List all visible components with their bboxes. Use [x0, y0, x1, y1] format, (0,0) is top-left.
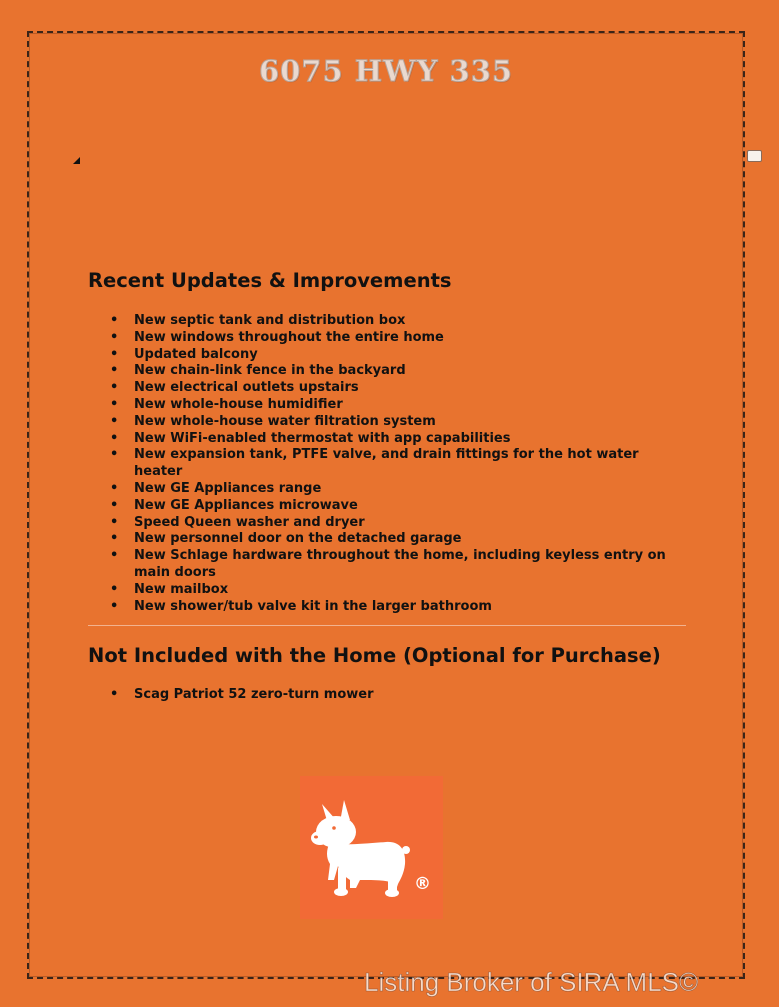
bullet-icon: • [110, 480, 119, 496]
bullet-icon: • [110, 329, 119, 345]
list-item [110, 447, 680, 481]
list-item-text: Updated balcony [134, 346, 258, 362]
list-item-text: New electrical outlets upstairs [134, 380, 359, 396]
list-item-text: New personnel door on the detached garage [134, 531, 462, 547]
list-item-text: New shower/tub valve kit in the larger bathroom [134, 598, 492, 614]
bullet-icon: • [110, 514, 119, 530]
list-item-text: New Schlage hardware throughout the home, including keyless entry on main doors [134, 548, 666, 580]
bullet-icon: • [110, 687, 119, 702]
list-item-text: New GE Appliances range [134, 480, 322, 496]
list-item-text: New chain-link fence in the backyard [134, 363, 406, 379]
updates-list [110, 313, 680, 615]
bullet-icon: • [110, 363, 119, 379]
list-item [110, 548, 680, 582]
bullet-icon: • [110, 447, 119, 463]
list-item-text: New windows throughout the entire home [134, 329, 444, 345]
list-item-text: New WiFi-enabled thermostat with app capabilities [134, 430, 511, 446]
list-item [110, 531, 680, 548]
bullet-icon: • [110, 581, 119, 597]
list-item-text: New expansion tank, PTFE valve, and drain fittings for the hot water heater [134, 447, 639, 480]
bullet-icon: • [110, 531, 119, 547]
list-item [110, 481, 680, 498]
bullet-icon: • [110, 380, 119, 396]
list-item [110, 330, 680, 347]
excluded-list [110, 687, 680, 704]
list-item [110, 397, 680, 414]
list-item [110, 515, 680, 532]
list-item [110, 414, 680, 431]
list-item [110, 313, 680, 330]
resize-handle-icon[interactable] [747, 150, 762, 162]
bullet-icon: • [110, 396, 119, 412]
bullet-icon: • [110, 598, 119, 614]
bullet-icon: • [110, 313, 119, 328]
list-item-text: New septic tank and distribution box [134, 313, 406, 328]
list-item-text: New whole-house water filtration system [134, 413, 436, 429]
list-item-text: New GE Appliances microwave [134, 497, 358, 513]
list-item-text: Scag Patriot 52 zero-turn mower [134, 687, 374, 702]
brokerage-logo [300, 776, 443, 919]
list-item [110, 498, 680, 515]
list-item [110, 363, 680, 380]
list-item-text: New whole-house humidifier [134, 396, 343, 412]
excluded-heading: Not Included with the Home (Optional for Purchase) [88, 644, 661, 667]
bullet-icon: • [110, 430, 119, 446]
document-title: 6075 HWY 335 [258, 54, 514, 88]
bullet-icon: • [110, 413, 119, 429]
list-item [110, 599, 680, 616]
list-item [110, 347, 680, 364]
mls-watermark: Listing Broker of SIRA MLS© [364, 967, 699, 997]
updates-heading: Recent Updates & Improvements [88, 269, 452, 292]
bullet-icon: • [110, 548, 119, 564]
list-item [110, 582, 680, 599]
list-item [110, 431, 680, 448]
list-item-text: Speed Queen washer and dryer [134, 514, 365, 530]
table-anchor-icon [73, 157, 80, 164]
list-item [110, 380, 680, 397]
section-divider [88, 625, 686, 626]
list-item-text: New mailbox [134, 581, 229, 597]
registered-mark: ® [414, 874, 431, 894]
french-bulldog-logo-icon [300, 776, 443, 919]
bullet-icon: • [110, 346, 119, 362]
bullet-icon: • [110, 497, 119, 513]
list-item [110, 687, 680, 704]
